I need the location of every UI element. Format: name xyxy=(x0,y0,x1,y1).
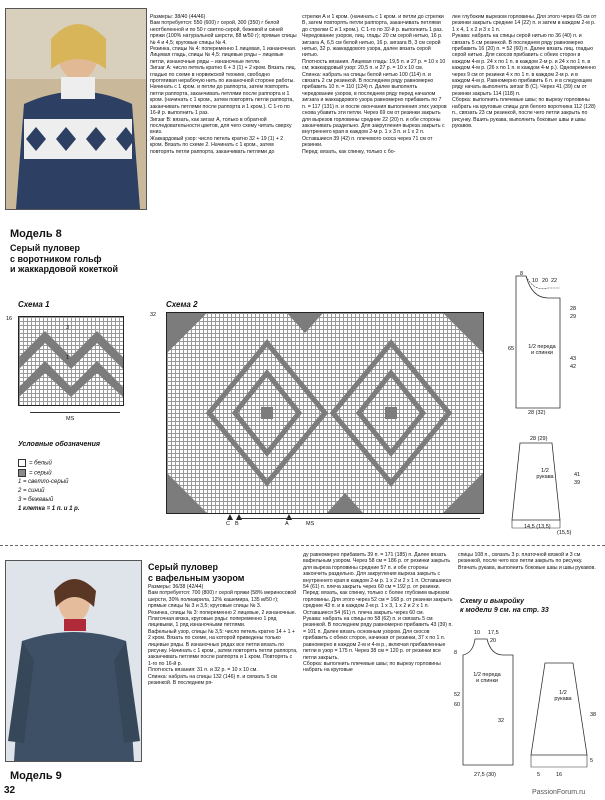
scheme2-pattern xyxy=(167,313,483,513)
model8-text-col1: Размеры: 38/40 (44/46) Вам потребуется: 550 (600) г серой, 300 (350) г белой неотбеленной и по 50 г светло-серой, бежевой и синей пряжи (100% натуральной шерсти, 88 м/50 г); прямые спицы № 4 и 4,5; круговые спицы № 4. Резинка, спицы № 4: попеременно 1 лицевая, 1 изнаночная. Лицевая гладь, спицы № 4,5: лицевые ряды – лицевые петли, изнаночные ряды – изнаночные петли. Зигзаг А: число петель кратно 6 + 3 (1) + 2 кром. Вязать лиц. гладью по схеме в норвежской технике, свободно протягивая нерабочую нить по изнаночной стороне работы. Начинать с 1 кром. и петли до раппорта, затем повторять петли раппорта, заканчивать петлями после раппорта и 1 кром. (начинать с 1 кром., затем повторять петли раппорта, заканчивать петлями после раппорта и 1 кром.). С 1-го по 16-й р. выполнить 1 раз. Зигзаг В: вязать, как зигзаг А, только в обратной последовательности цветов, для чего схему читать сверху вниз. Жаккардовый узор: число петель кратно 32 + 19 (1) + 2 кром. Вязать по схеме 2. Начинать с 1 кром., затем повторять петли раппорта, заканчивать петлями до xyxy=(150,14,297,155)
d8-sleeve-top: 28 (29) xyxy=(530,436,548,442)
scheme1-ms-line xyxy=(30,412,120,413)
scheme1-grid xyxy=(18,316,124,406)
d9-top-17: 17,5 xyxy=(488,630,499,636)
scheme2-ms-line xyxy=(240,518,480,519)
legend-light: 1 = светло-серый xyxy=(18,479,69,486)
legend-title: Условные обозначения xyxy=(18,441,101,448)
d8-front-label: 1/2 переда и спинки xyxy=(528,344,556,356)
d8-sleeve-39: 39 xyxy=(574,480,581,486)
model8-title: Модель 8 xyxy=(10,228,62,240)
model8-photo xyxy=(5,8,147,210)
model9-photo-illustration xyxy=(6,561,141,761)
scheme2-arrow-b xyxy=(236,514,242,520)
d9-top-20: 20 xyxy=(490,638,497,644)
d8-sleeve-label: 1/2 рукава xyxy=(536,468,554,480)
model9-photo xyxy=(5,560,142,762)
watermark: PassionForum.ru xyxy=(532,789,586,796)
model9-text-col2: ду равномерно прибавить 39 п. = 171 (185) п. Далее вязать вафельным узором. Через 58 см = 186 р. от резинки закрыть для выреза горловины средние 57 п. и обе стороны закончить раздельно. Для закругления выреза закрыть с внутреннего края в каждом 2-м р. 1 х 2 и 2 х 1 п. Оставшиеся 54 (61) п. плеча закрыть через 60 см = 192 р. от резинки. Перед: вязать, как спинку, только с более глубоким вырезом горловины. Для этого через 52 см = 168 р. от резинки закрыть средние 43 п. и в каждом 2-м р. 1 х 3, 1 х 2 и 2 х 1 п. Оставшиеся 54 (61) п. плеча закрыть через 60 см. Рукава: набрать на спицы по 58 (62) п. и связать 5 см резинкой. В последнем ряду равномерно прибавить 43 (39) п. = 101 п. Далее вязать основным узором. Для скосов прибавить с обеих сторон, начиная от резинки, 37 х по 1 п. равномерно в каждом 2-м и 4-м р., включая прибавленные петли в узор = 175 п. Через 38 см = 120 р. от резинки все петли закрыть. Сборка: выполнить плечевые швы; по вырезу горловины набрать на круговые xyxy=(303,552,453,674)
scheme1-row-3: 3 xyxy=(66,325,70,331)
d9-bottom: 27,5 (30) xyxy=(474,772,497,778)
scheme2-arrow-label-c: C xyxy=(226,521,230,527)
d9-sleeve-38: 38 xyxy=(590,712,597,718)
d8-top-10: 10 xyxy=(532,278,539,284)
d9-sleeve-label: 1/2 рукава xyxy=(554,690,572,702)
model8-subtitle: Серый пуловер с воротником гольф и жаккардовой кокеткой xyxy=(10,243,119,274)
section-divider xyxy=(0,545,605,547)
scheme2-ms-label: MS xyxy=(306,521,315,527)
d8-top-22: 22 xyxy=(551,278,558,284)
d9-sleeve-5: 5 xyxy=(590,758,594,764)
model9-pattern-shapes xyxy=(455,625,603,775)
legend-gray: = серый xyxy=(18,469,148,479)
d8-sleeve-bottom2: (15,5) xyxy=(557,530,572,536)
gray-swatch xyxy=(18,469,26,477)
scheme1-pattern xyxy=(19,317,123,405)
d8-top-8: 8 xyxy=(520,271,524,277)
model8-text-col3: лее глубоким вырезом горловины. Для этого через 65 см от резинки закрыть средние 14 (22) п. и затем в каждом 2-м р. 1 х 4, 1 х 2 и 3 х 1 п. Рукава: набрать на спицы серой нитью по 36 (40) п. и связать 5 см резинкой. В последнем ряду равномерно прибавить 16 (20) п. = 52 (60) п. Далее вязать лиц. гладью серой нитью. Для скосов прибавить с обеих сторон в каждом 4-м р. 24 х по 1 п. в каждом 2-м р. и 24 х по 1 п. в каждом 4-м р. (26 х по 1 п. в каждом 4-м р.). Одновременно через 9 см от резинки 4 х по 1 п. в каждом 2-м р. и в каждом 4-м р. Равномерно прибавить 6 п. и в следующем ряду начать выполнять зигзаг В (С). Через 41 (39) см от резинки закрыть 114 (118) п. Сборка: выполнить плечевые швы; по вырезу горловины набрать на круговые спицы для белого воротника 112 (128) п., связать 23 см резинкой, после чего петли закрыть по рисунку. Вшить рукава, выполнить боковые швы и швы рукавов. xyxy=(452,14,597,129)
model9-header: Серый пуловер с вафельным узором xyxy=(148,562,245,583)
model8-pattern-diagram xyxy=(500,268,600,538)
model8-pattern-shapes xyxy=(500,268,600,538)
white-swatch xyxy=(18,459,26,467)
d8-sleeve-bottom: 14,5 (13,5) xyxy=(524,524,551,530)
legend-white: = белый xyxy=(18,459,148,469)
d9-inner-32: 32 xyxy=(498,718,505,724)
d8-sleeve-41: 41 xyxy=(574,472,581,478)
scheme2-title: Схема 2 xyxy=(166,300,198,309)
model9-ref: Схему и выкройку к модели 9 см. на стр. 33 xyxy=(460,598,549,614)
d9-left-60: 60 xyxy=(454,702,461,708)
d9-sleeve-bottom-16: 16 xyxy=(556,772,563,778)
d8-right-43: 43 xyxy=(570,356,577,362)
scheme1-title: Схема 1 xyxy=(18,300,50,309)
model9-text-col3: спицы 108 п., связать 3 р. платочной вязкой и 3 см резинкой, после чего все петли закрыть по рисунку. Втачать рукава, выполнить боковые швы и швы рукавов. xyxy=(458,552,596,571)
scheme2-arrow-label-a: A xyxy=(285,521,289,527)
d8-right-28: 28 xyxy=(570,306,577,312)
d9-top-10: 10 xyxy=(474,630,481,636)
scheme2-arrow-label-b: B xyxy=(235,521,239,527)
d8-bottom: 28 (32) xyxy=(528,410,546,416)
d8-top-20: 20 xyxy=(542,278,549,284)
model9-pattern-diagram xyxy=(455,625,603,775)
legend-blue: 2 = синий xyxy=(18,488,45,495)
model9-title: Модель 9 xyxy=(10,770,62,782)
scheme1-row-1: 1 xyxy=(66,355,70,361)
d8-right-42: 42 xyxy=(570,364,577,370)
d9-front-label: 1/2 переда и спинки xyxy=(473,672,501,684)
model8-text-col2: стрелки А и 1 кром. (начинать с 1 кром. и петли до стрелки В, затем повторять петли раппорта, заканчивать петлями до стрелки С и 1 кром.). С 1-го по 32-й р. выполнить 1 раз. Чередование узоров, лиц. гладь: 20 см серой нитью, 16 р. зигзага А, 6,5 см белой нитью, 16 р. зигзага В, 3 см серой нитью, 32 р. жаккардового узора, далее вязать серой нитью. Плотность вязания. Лицевая гладь: 19,5 п. и 27 р. = 10 х 10 см; жаккардовый узор: 20,5 п. и 27 р. = 10 х 10 см. Спинка: набрать на спицы белой нитью 100 (114) п. и связать 2 см резинкой. В последнем ряду равномерно прибавить 10 п. = 110 (124) п. Далее выполнять чередование узоров, в последнем ряду перед началом зигзага и жаккардового узора равномерно прибавить по 7 п. = 117 (131) п. и после окончания выполнения этих узоров снова убавить эти петли. Через 69 см от резинки закрыть для вырезов горловины средние 22 (20) п. и обе стороны заканчивать раздельно. Для закругления выреза закрыть с внутреннего края в каждом 2-м р. 1 х 3 п. и 1 х 2 п. Оставшиеся 39 (42) п. плечевого скоса через 71 см от резинки. Перед: вязать, как спинку, только с бо- xyxy=(302,14,447,155)
d8-right-29: 29 xyxy=(570,314,577,320)
d9-left-52: 52 xyxy=(454,692,461,698)
scheme2-arrow-c xyxy=(227,514,233,520)
legend xyxy=(18,440,148,514)
model9-text-col1: Размеры: 36/38 (42/44) Вам потребуется: 700 (800) г серой пряжи (58% мериносовой шерсти, 30% полиакрила, 12% кашемира, 135 м/50 г); прямые спицы № 3 и 3,5; круговые спицы № 3. Резинка, спицы № 3: попеременно 2 лицевые, 2 изнаночные. Платочная вязка, круговые ряды: попеременно 1 ряд лицевыми, 1 ряд изнаночными петлями. Вафельный узор, спицы № 3,5: число петель кратно 14 + 1 + 2 кром. Вязать по схеме, на которой приведены только лицевые ряды. В изнаночных рядах все петли вязать по рисунку. Начинать с 1 кром., затем повторять петли раппорта, заканчивать петлями после раппорта и 1 кром. Повторять с 1-го по 16-й р. Плотность вязания: 31 п. и 32 р. = 10 х 10 см. Спинка: набрать на спицы 132 (146) п. и связать 5 см резинкой. В последнем ря- xyxy=(148,584,298,687)
scheme2-grid xyxy=(166,312,484,514)
legend-beige: 3 = бежевый xyxy=(18,497,54,504)
scheme2-arrow-a xyxy=(286,514,292,520)
d9-sleeve-w-5: 5 xyxy=(537,772,541,778)
d8-left-65: 65 xyxy=(508,346,515,352)
model8-photo-illustration xyxy=(6,9,146,209)
scheme1-row-16: 16 xyxy=(6,316,13,322)
scheme2-row-32: 32 xyxy=(150,312,157,318)
d9-left-8: 8 xyxy=(454,650,458,656)
scheme1-ms-label: MS xyxy=(66,416,75,422)
page-number: 32 xyxy=(4,785,16,796)
legend-cell: 1 клетка = 1 п. и 1 р. xyxy=(18,506,80,513)
